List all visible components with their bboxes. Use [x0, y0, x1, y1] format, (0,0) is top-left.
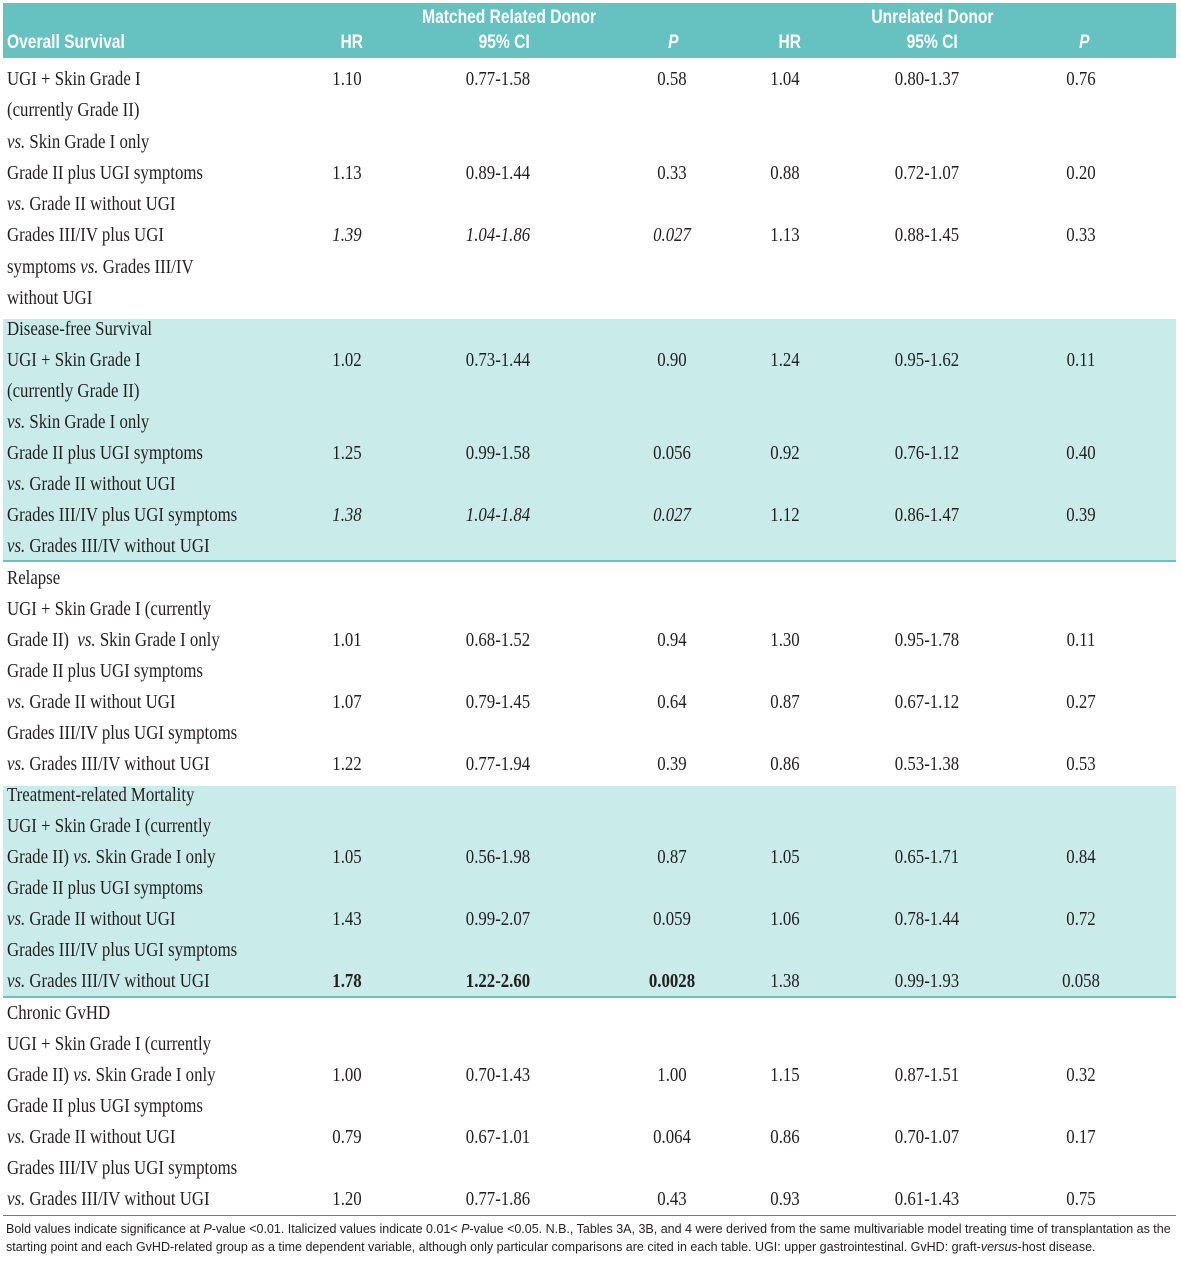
hr-value: 0.92	[770, 442, 800, 464]
hr-value: 0.93	[770, 1188, 800, 1210]
vs-text: vs.	[7, 131, 26, 153]
ci-value: 1.04-1.86	[465, 224, 531, 246]
hr-value: 1.10	[332, 68, 362, 90]
row-label-rest: Grades III/IV without UGI	[25, 753, 210, 775]
row-label: Grade II plus UGI symptoms	[7, 1095, 203, 1117]
row-label: UGI + Skin Grade I	[7, 349, 141, 371]
ci-value: 0.68-1.52	[465, 629, 531, 651]
hr-value: 1.13	[332, 162, 362, 184]
p-value: 0.72	[1066, 908, 1096, 930]
footnote-text: P	[461, 1222, 470, 1236]
hr-value: 1.39	[332, 224, 362, 246]
p-value: 0.33	[1066, 224, 1096, 246]
vs-text: vs.	[7, 193, 26, 215]
row-label-rest: Grade II without UGI	[25, 691, 176, 713]
row-label-part: Grade II)	[7, 629, 78, 651]
row-label	[7, 625, 220, 656]
vs-text: vs.	[7, 970, 26, 992]
row-label-rest: Skin Grade I only	[91, 846, 216, 868]
hr-value: 1.43	[332, 908, 362, 930]
hr-value: 0.88	[770, 162, 800, 184]
ci-value: 0.80-1.37	[894, 68, 960, 90]
hr-value: 1.20	[332, 1188, 362, 1210]
ci-value: 0.70-1.07	[894, 1126, 960, 1148]
row-label: Grade II plus UGI symptoms	[7, 877, 203, 899]
footnote-text: P	[203, 1222, 212, 1236]
row-label	[7, 127, 149, 158]
row-label-rest: Grades III/IV without UGI	[25, 970, 210, 992]
ci-value: 0.88-1.45	[894, 224, 960, 246]
p-value: 0.20	[1066, 162, 1096, 184]
ci-value: 1.04-1.84	[465, 504, 531, 526]
row-label	[7, 749, 210, 780]
ci-value: 0.65-1.71	[894, 846, 960, 868]
row-label-rest: Grades III/IV	[98, 256, 194, 278]
row-label	[7, 904, 175, 935]
p-value: 0.87	[657, 846, 687, 868]
ci-value: 0.79-1.45	[465, 691, 531, 713]
ci-value: 0.89-1.44	[465, 162, 531, 184]
hr-value: 1.05	[332, 846, 362, 868]
row-label-rest: Grade II without UGI	[25, 1126, 176, 1148]
row-label-rest: Skin Grade I only	[95, 629, 220, 651]
row-label	[7, 1184, 210, 1215]
ci-value: 0.72-1.07	[894, 162, 960, 184]
row-label	[7, 407, 149, 438]
section-title-dfs: Disease-free Survival	[7, 318, 153, 340]
vs-text: vs.	[7, 753, 26, 775]
row-label	[7, 1122, 175, 1153]
col-ci-1: 95% CI	[478, 32, 530, 53]
ci-value: 0.78-1.44	[894, 908, 960, 930]
p-value: 0.33	[657, 162, 687, 184]
row-label-rest: Grade II without UGI	[25, 473, 176, 495]
row-label: UGI + Skin Grade I	[7, 68, 141, 90]
row-label	[7, 842, 216, 873]
hr-value: 0.79	[332, 1126, 362, 1148]
vs-text: vs.	[77, 629, 96, 651]
ci-value: 0.73-1.44	[465, 349, 531, 371]
p-value: 0.39	[657, 753, 687, 775]
hr-value: 1.06	[770, 908, 800, 930]
hr-value: 1.38	[770, 970, 800, 992]
hr-value: 0.87	[770, 691, 800, 713]
hr-value: 1.04	[770, 68, 800, 90]
table-header	[3, 3, 1176, 58]
footnote-text: -value <0.01. Italicized values indicate 0.01<	[211, 1222, 462, 1236]
vs-text: vs.	[7, 411, 26, 433]
col-hr-2: HR	[778, 32, 801, 53]
row-label-rest: Skin Grade I only	[91, 1064, 216, 1086]
section-title-trm: Treatment-related Mortality	[7, 784, 195, 806]
vs-text: vs.	[7, 908, 26, 930]
row-label	[7, 189, 175, 220]
hr-value: 1.38	[332, 504, 362, 526]
ci-value: 0.99-1.58	[465, 442, 531, 464]
col-p-1: P	[668, 32, 679, 53]
ci-value: 0.77-1.58	[465, 68, 531, 90]
row-label: Grade II plus UGI symptoms	[7, 442, 203, 464]
ci-value: 0.61-1.43	[894, 1188, 960, 1210]
ci-value: 0.99-1.93	[894, 970, 960, 992]
vs-text: vs.	[73, 1064, 92, 1086]
row-label-rest: Grade II without UGI	[25, 908, 176, 930]
row-label: (currently Grade II)	[7, 99, 140, 121]
p-value: 0.11	[1066, 349, 1096, 371]
group-header-unrelated-donor: Unrelated Donor	[871, 7, 994, 28]
row-label: Grades III/IV plus UGI symptoms	[7, 504, 238, 526]
row-label-rest: Grades III/IV without UGI	[25, 1188, 210, 1210]
p-value: 0.43	[657, 1188, 687, 1210]
p-value: 0.027	[653, 224, 691, 246]
footnote-text: -host disease.	[1017, 1240, 1096, 1254]
table-footnote	[6, 1220, 1176, 1256]
row-label: UGI + Skin Grade I (currently	[7, 598, 212, 620]
row-label-header: Overall Survival	[7, 32, 125, 53]
hr-value: 1.30	[770, 629, 800, 651]
row-label	[7, 252, 194, 283]
hr-value: 1.05	[770, 846, 800, 868]
row-label	[7, 687, 175, 718]
ci-value: 0.67-1.12	[894, 691, 960, 713]
p-value: 0.32	[1066, 1064, 1096, 1086]
vs-text: vs.	[7, 473, 26, 495]
row-label	[7, 469, 175, 500]
row-label: UGI + Skin Grade I (currently	[7, 815, 212, 837]
hr-value: 0.86	[770, 1126, 800, 1148]
row-label: UGI + Skin Grade I (currently	[7, 1033, 212, 1055]
hr-value: 1.24	[770, 349, 800, 371]
hr-value: 1.01	[332, 629, 362, 651]
vs-text: vs.	[80, 256, 99, 278]
p-value: 0.17	[1066, 1126, 1096, 1148]
row-label-rest: Grades III/IV without UGI	[25, 535, 210, 557]
p-value: 1.00	[657, 1064, 687, 1086]
row-label: Grades III/IV plus UGI symptoms	[7, 722, 238, 744]
row-label: Grades III/IV plus UGI symptoms	[7, 1157, 238, 1179]
p-value: 0.27	[1066, 691, 1096, 713]
vs-text: vs.	[7, 691, 26, 713]
p-value: 0.40	[1066, 442, 1096, 464]
vs-text: vs.	[7, 1126, 26, 1148]
footnote-text: Bold values indicate significance at	[6, 1222, 204, 1236]
ci-value: 0.77-1.86	[465, 1188, 531, 1210]
row-label	[7, 1060, 216, 1091]
ci-value: 0.53-1.38	[894, 753, 960, 775]
p-value: 0.0028	[648, 970, 696, 992]
ci-value: 1.22-2.60	[465, 970, 531, 992]
footnote-text: versus	[980, 1240, 1018, 1254]
hr-value: 0.86	[770, 753, 800, 775]
row-label-part: Grade II)	[7, 846, 74, 868]
p-value: 0.76	[1066, 68, 1096, 90]
row-label-rest: Grade II without UGI	[25, 193, 176, 215]
p-value: 0.027	[653, 504, 691, 526]
hr-value: 1.25	[332, 442, 362, 464]
p-value: 0.11	[1066, 629, 1096, 651]
hr-value: 1.02	[332, 349, 362, 371]
hr-value: 1.22	[332, 753, 362, 775]
hr-value: 1.13	[770, 224, 800, 246]
footnote-text: -value <0.05. N.B., Tables 3A, 3B, and 4 were derived from the same multivariable model treating time of transplantation as the starting point and each GvHD-related group as a time dependent variable, although only particular comparisons are cited in each table. UGI: upper gastrointestinal. GvHD: graft-	[6, 1222, 1171, 1254]
hr-value: 1.07	[332, 691, 362, 713]
row-label-rest: Skin Grade I only	[25, 131, 150, 153]
hr-value: 1.78	[332, 970, 362, 992]
p-value: 0.84	[1066, 846, 1096, 868]
group-header-matched-related-donor: Matched Related Donor	[422, 7, 597, 28]
p-value: 0.90	[657, 349, 687, 371]
p-value: 0.64	[657, 691, 687, 713]
table-bottom-rule	[3, 1215, 1176, 1216]
ci-value: 0.70-1.43	[465, 1064, 531, 1086]
vs-text: vs.	[7, 535, 26, 557]
row-label: without UGI	[7, 287, 93, 309]
ci-value: 0.95-1.62	[894, 349, 960, 371]
row-label-part: Grade II)	[7, 1064, 74, 1086]
p-value: 0.056	[653, 442, 691, 464]
vs-text: vs.	[7, 1188, 26, 1210]
ci-value: 0.56-1.98	[465, 846, 531, 868]
row-label: Grades III/IV plus UGI symptoms	[7, 939, 238, 961]
p-value: 0.53	[1066, 753, 1096, 775]
section-title-relapse: Relapse	[7, 567, 61, 589]
p-value: 0.58	[657, 68, 687, 90]
ci-value: 0.99-2.07	[465, 908, 531, 930]
row-label-part: symptoms	[7, 256, 81, 278]
p-value: 0.94	[657, 629, 687, 651]
row-label-rest: Skin Grade I only	[25, 411, 150, 433]
ci-value: 0.77-1.94	[465, 753, 531, 775]
p-value: 0.058	[1062, 970, 1100, 992]
col-hr-1: HR	[340, 32, 363, 53]
row-label	[7, 966, 210, 997]
row-label: Grade II plus UGI symptoms	[7, 660, 203, 682]
ci-value: 0.76-1.12	[894, 442, 960, 464]
col-p-2: P	[1079, 32, 1090, 53]
row-label: (currently Grade II)	[7, 380, 140, 402]
p-value: 0.059	[653, 908, 691, 930]
vs-text: vs.	[73, 846, 92, 868]
ci-value: 0.86-1.47	[894, 504, 960, 526]
hr-value: 1.12	[770, 504, 800, 526]
row-label	[7, 531, 210, 562]
section-title-chronic-gvhd: Chronic GvHD	[7, 1002, 111, 1024]
row-label: Grade II plus UGI symptoms	[7, 162, 203, 184]
p-value: 0.064	[653, 1126, 691, 1148]
ci-value: 0.95-1.78	[894, 629, 960, 651]
ci-value: 0.87-1.51	[894, 1064, 960, 1086]
p-value: 0.75	[1066, 1188, 1096, 1210]
col-ci-2: 95% CI	[906, 32, 958, 53]
p-value: 0.39	[1066, 504, 1096, 526]
hr-value: 1.00	[332, 1064, 362, 1086]
row-label: Grades III/IV plus UGI	[7, 224, 164, 246]
ci-value: 0.67-1.01	[465, 1126, 531, 1148]
hr-value: 1.15	[770, 1064, 800, 1086]
